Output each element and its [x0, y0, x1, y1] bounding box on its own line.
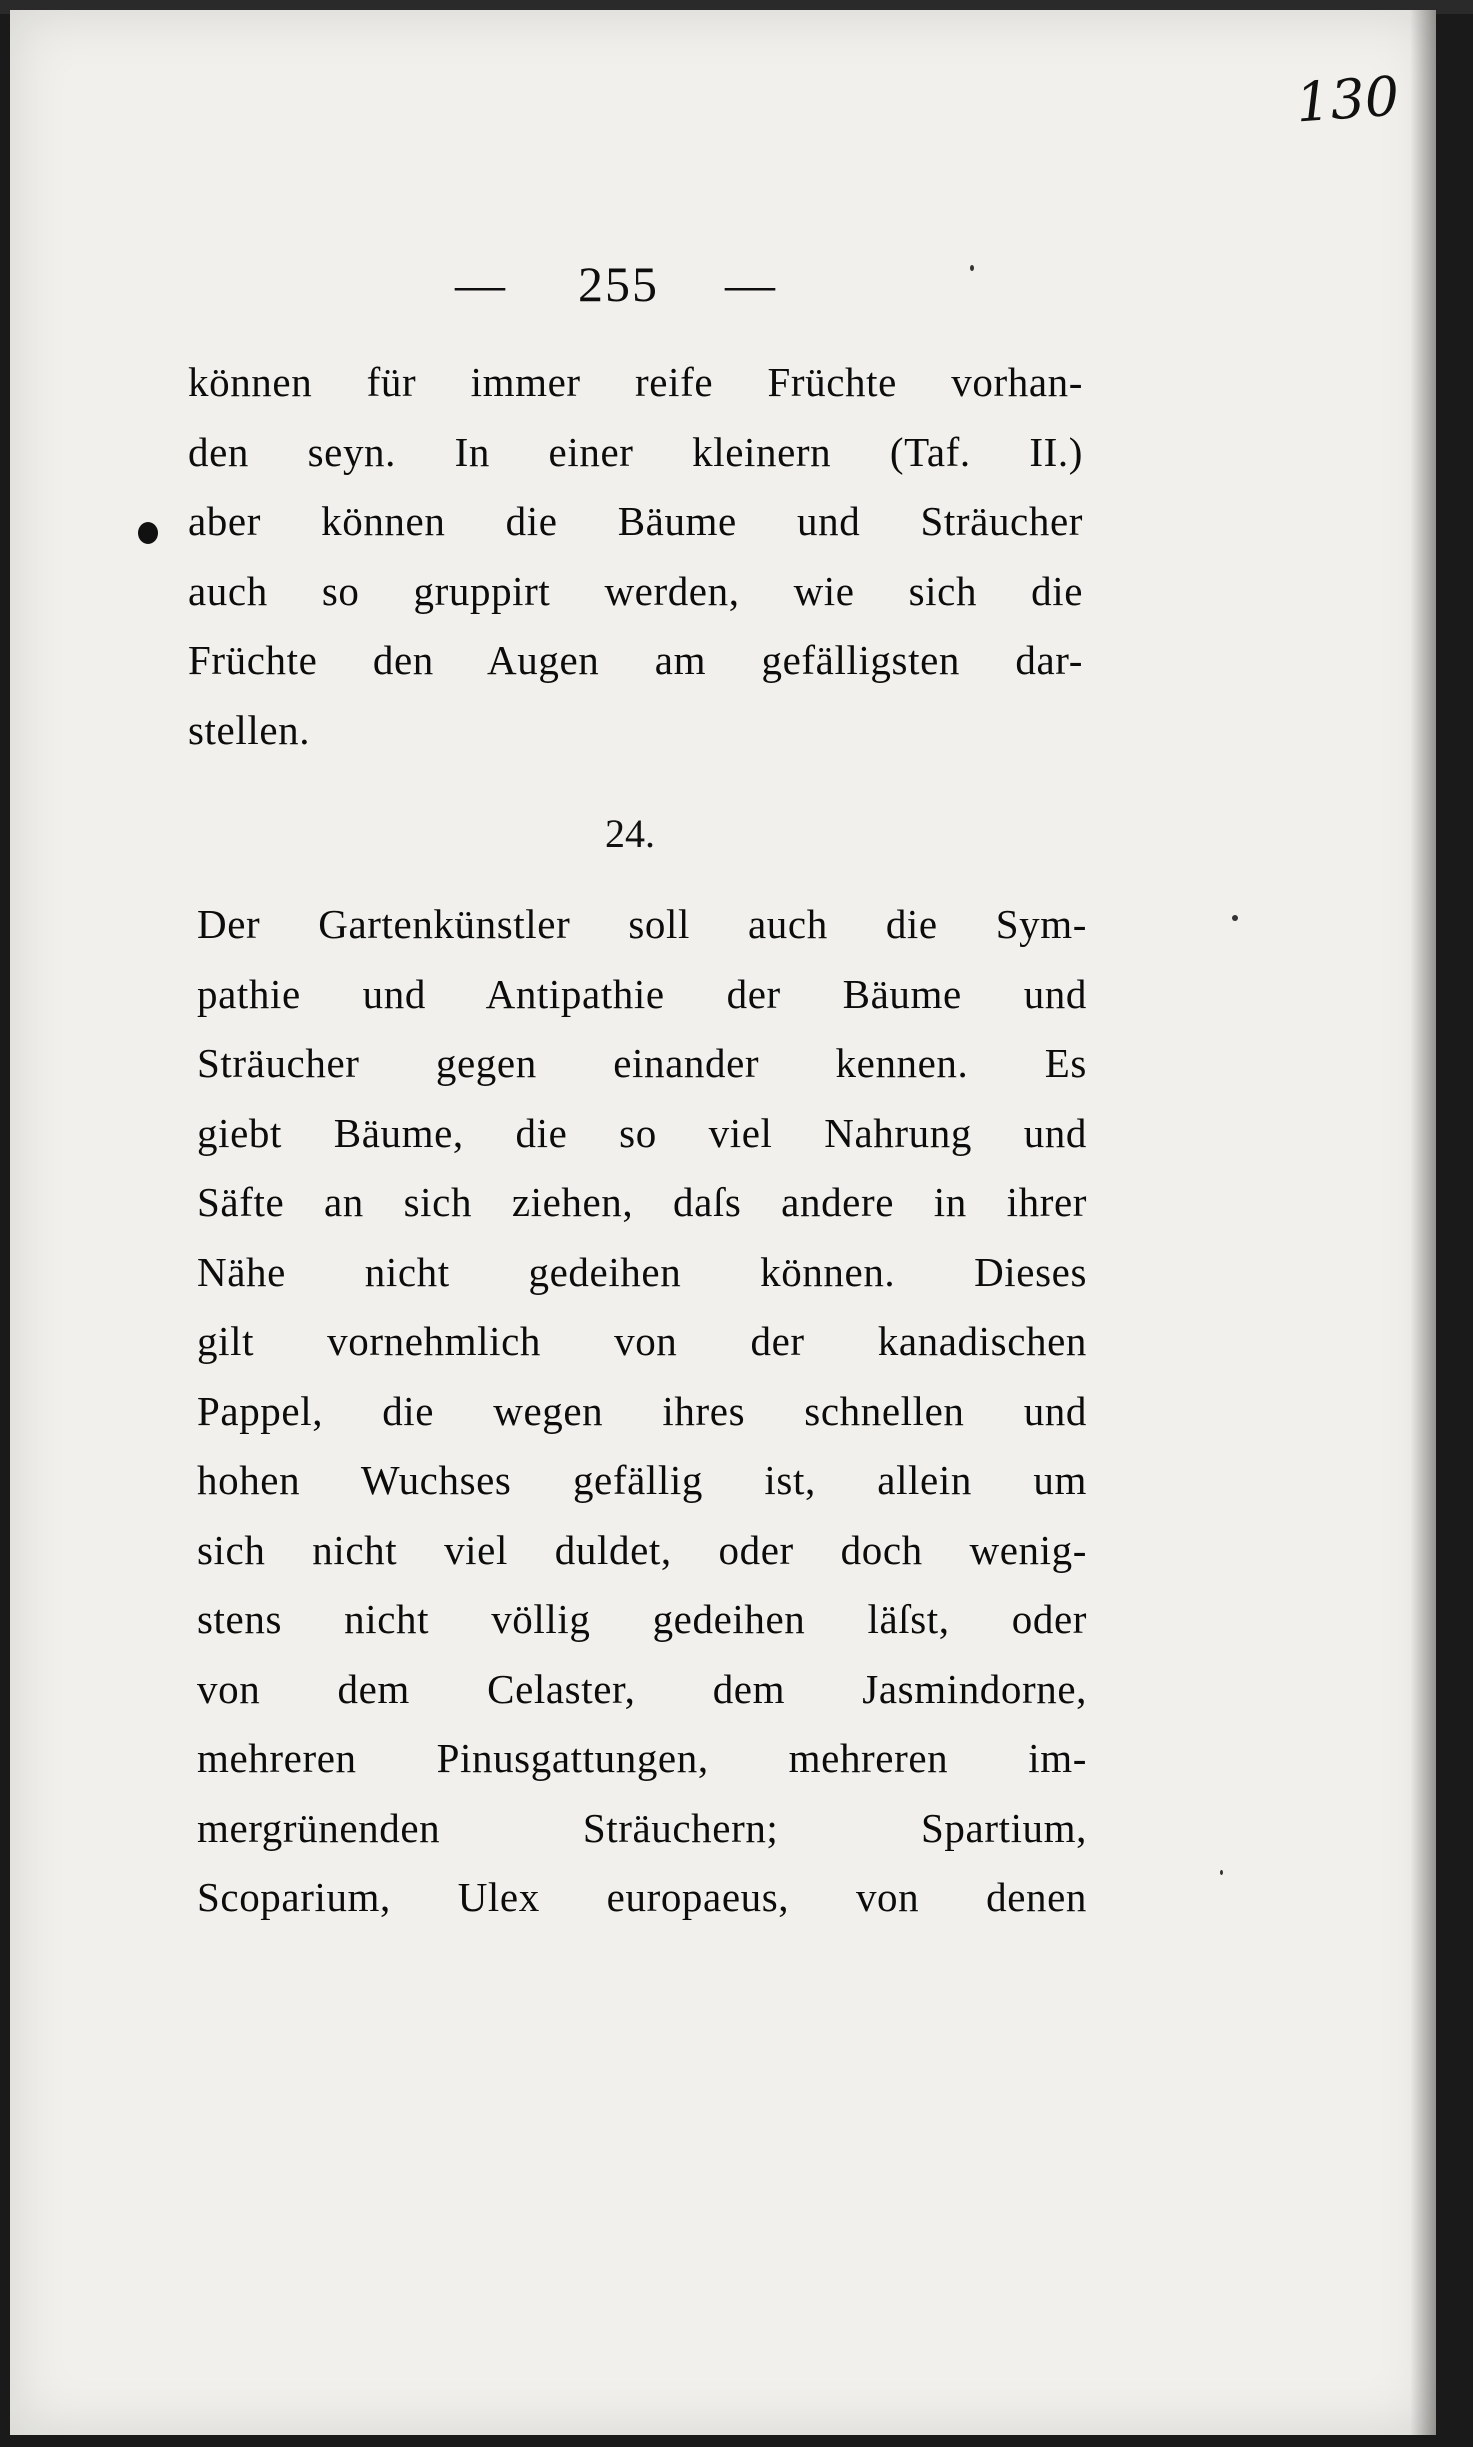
- text-line: pathie und Antipathie der Bäume und: [197, 970, 1087, 1017]
- paper-speck: [1220, 1870, 1223, 1875]
- text-line: aber können die Bäume und Sträucher: [188, 498, 1083, 544]
- header-dash-right: —: [725, 256, 775, 312]
- text-line: hohen Wuchses gefällig ist, allein um: [197, 1457, 1087, 1503]
- text-line: Scoparium, Ulex europaeus, von denen: [197, 1874, 1087, 1920]
- text-line: stens nicht völlig gedeihen läſst, oder: [197, 1596, 1087, 1642]
- text-line: Pappel, die wegen ihres schnellen und: [197, 1387, 1087, 1434]
- text-line: mehreren Pinusgattungen, mehreren im-: [197, 1735, 1087, 1781]
- book-page: [10, 10, 1436, 2435]
- paper-speck: [970, 265, 974, 271]
- header-dash-left: —: [455, 256, 505, 312]
- paragraph-1: [188, 348, 1083, 765]
- text-line: Der Gartenkünstler soll auch die Sym-: [197, 901, 1087, 947]
- text-line: giebt Bäume, die so viel Nahrung und: [197, 1109, 1087, 1156]
- margin-ink-mark: [138, 522, 158, 544]
- page-shadow: [1410, 10, 1436, 2435]
- text-line: den seyn. In einer kleinern (Taf. II.): [188, 428, 1083, 475]
- handwritten-archive-number: 130: [1293, 64, 1402, 135]
- text-line: Säfte an sich ziehen, daſs andere in ihrer: [197, 1179, 1087, 1225]
- text-line: Sträucher gegen einander kennen. Es: [197, 1040, 1087, 1086]
- paragraph-2: [197, 890, 1087, 1933]
- page-number: 255: [578, 256, 659, 312]
- text-line: auch so gruppirt werden, wie sich die: [188, 567, 1083, 614]
- text-line: gilt vornehmlich von der kanadischen: [197, 1318, 1087, 1364]
- text-line: können für immer reife Früchte vorhan-: [188, 359, 1083, 405]
- text-line: sich nicht viel duldet, oder doch wenig-: [197, 1526, 1087, 1573]
- text-line: stellen.: [188, 706, 311, 753]
- section-number: 24.: [605, 811, 655, 856]
- paper-speck: [1232, 915, 1238, 921]
- text-line: mergrünenden Sträuchern; Spartium,: [197, 1804, 1087, 1851]
- text-line: von dem Celaster, dem Jasmindorne,: [197, 1665, 1087, 1712]
- text-line: Früchte den Augen am gefälligsten dar-: [188, 637, 1083, 683]
- text-line: Nähe nicht gedeihen können. Dieses: [197, 1248, 1087, 1295]
